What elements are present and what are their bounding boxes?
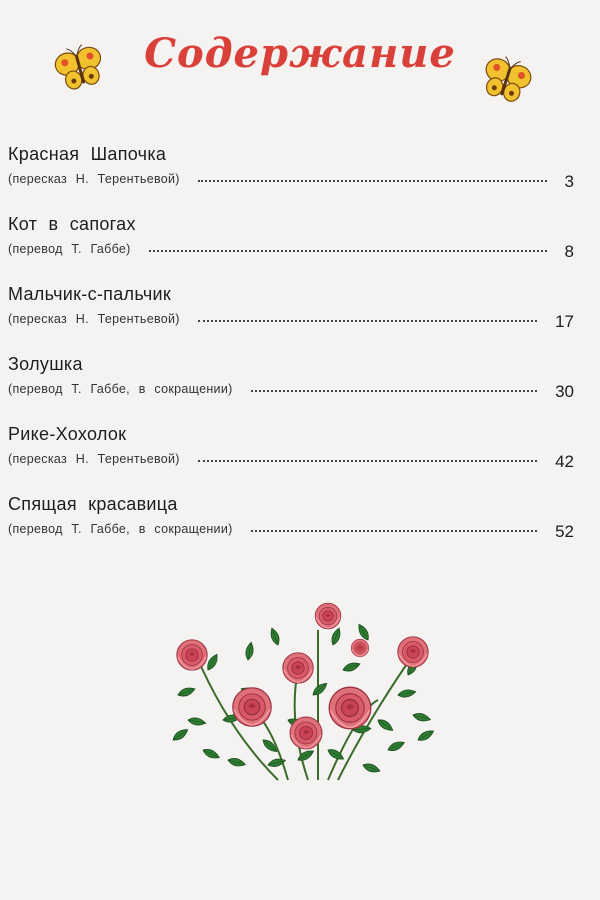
- toc-entry-page: 3: [564, 172, 574, 191]
- toc-entry[interactable]: [8, 350, 574, 420]
- toc-entry-subtitle: (пересказ Н. Терентьевой): [8, 172, 180, 186]
- toc-entry-title: Спящая красавица: [8, 494, 178, 514]
- toc-entry-subtitle: (перевод Т. Габбе, в сокращении): [8, 522, 233, 536]
- toc-entry-subtitle: (пересказ Н. Терентьевой): [8, 312, 180, 326]
- toc-entry-title: Красная Шапочка: [8, 144, 167, 164]
- dot-leader: [198, 320, 537, 322]
- dot-leader: [149, 250, 547, 252]
- dot-leader: [198, 180, 547, 182]
- dot-leader: [251, 530, 537, 532]
- dot-leader: [198, 460, 537, 462]
- toc-entry[interactable]: [8, 210, 574, 280]
- toc-entry[interactable]: [8, 490, 574, 560]
- toc-entry[interactable]: [8, 140, 574, 210]
- toc-entry[interactable]: [8, 280, 574, 350]
- toc-entry-page: 8: [564, 242, 574, 261]
- butterfly-icon: [54, 44, 106, 94]
- page-title: Содержание: [144, 30, 456, 77]
- toc-entry-title: Кот в сапогах: [8, 214, 136, 234]
- toc-entry-subtitle: (пересказ Н. Терентьевой): [8, 452, 180, 466]
- toc-entry-page: 17: [555, 312, 574, 331]
- toc-entry-title: Рике-Хохолок: [8, 424, 127, 444]
- toc-entry-subtitle: (перевод Т. Габбе): [8, 242, 131, 256]
- toc-entry-subtitle: (перевод Т. Габбе, в сокращении): [8, 382, 233, 396]
- toc-entry-page: 42: [555, 452, 574, 471]
- toc-entry[interactable]: [8, 420, 574, 490]
- toc-entry-title: Мальчик-с-пальчик: [8, 284, 172, 304]
- table-of-contents: [8, 140, 574, 560]
- toc-entry-page: 52: [555, 522, 574, 541]
- toc-entry-title: Золушка: [8, 354, 83, 374]
- dot-leader: [251, 390, 537, 392]
- butterfly-icon: [480, 56, 532, 106]
- rose-bush-illustration: [168, 600, 438, 785]
- toc-entry-page: 30: [555, 382, 574, 401]
